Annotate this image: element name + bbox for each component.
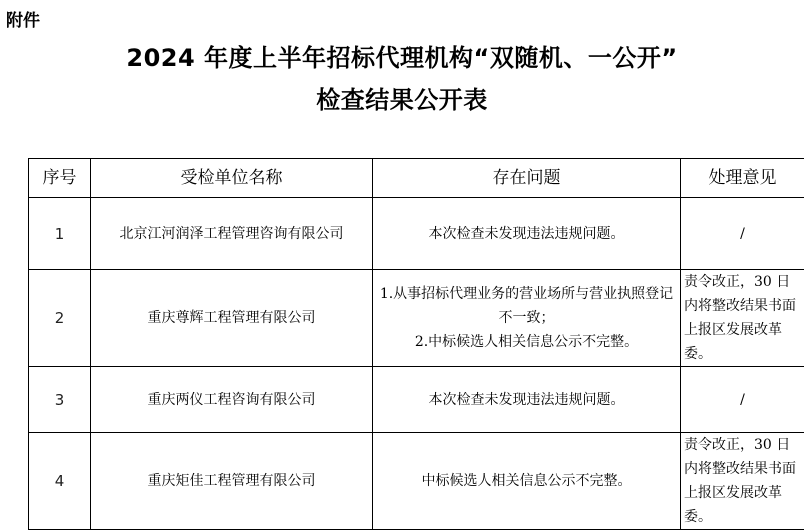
results-table <box>28 158 804 530</box>
row-number: 4 <box>29 433 91 530</box>
row-number: 1 <box>29 198 91 270</box>
page-title-line-2: 检查结果公开表 <box>0 80 804 115</box>
table-row <box>29 367 804 433</box>
issues-cell <box>373 270 681 367</box>
opinion-text: 责令改正，30 日内将整改结果书面上报区发展改革委。 <box>681 270 804 367</box>
opinion-text: 责令改正，30 日内将整改结果书面上报区发展改革委。 <box>681 433 804 530</box>
column-header-issues: 存在问题 <box>373 159 681 198</box>
unit-name: 重庆两仪工程咨询有限公司 <box>91 367 373 433</box>
table-row <box>29 433 804 530</box>
table-row <box>29 270 804 367</box>
unit-name: 重庆尊辉工程管理有限公司 <box>91 270 373 367</box>
table-header-row <box>29 159 804 198</box>
unit-name <box>91 198 373 270</box>
page-title-line-1: 2024 年度上半年招标代理机构“双随机、一公开” <box>0 38 804 73</box>
issue-text: 中标候选人相关信息公示不完整。 <box>373 433 681 530</box>
unit-name-text: 北京江河润泽工程管理咨询有限公司 <box>112 222 352 246</box>
attachment-label: 附件 <box>6 6 40 31</box>
column-header-opinion: 处理意见 <box>681 159 804 198</box>
column-header-no: 序号 <box>29 159 91 198</box>
column-header-unit: 受检单位名称 <box>91 159 373 198</box>
issue-text: 1.从事招标代理业务的营业场所与营业执照登记不一致； <box>376 282 677 330</box>
unit-name: 重庆矩佳工程管理有限公司 <box>91 433 373 530</box>
row-number: 2 <box>29 270 91 367</box>
opinion-text: / <box>681 367 804 433</box>
issue-text: 本次检查未发现违法违规问题。 <box>373 367 681 433</box>
table-row <box>29 198 804 270</box>
opinion-text: / <box>681 198 804 270</box>
issue-text: 2.中标候选人相关信息公示不完整。 <box>376 330 677 354</box>
row-number: 3 <box>29 367 91 433</box>
issue-text: 本次检查未发现违法违规问题。 <box>373 198 681 270</box>
